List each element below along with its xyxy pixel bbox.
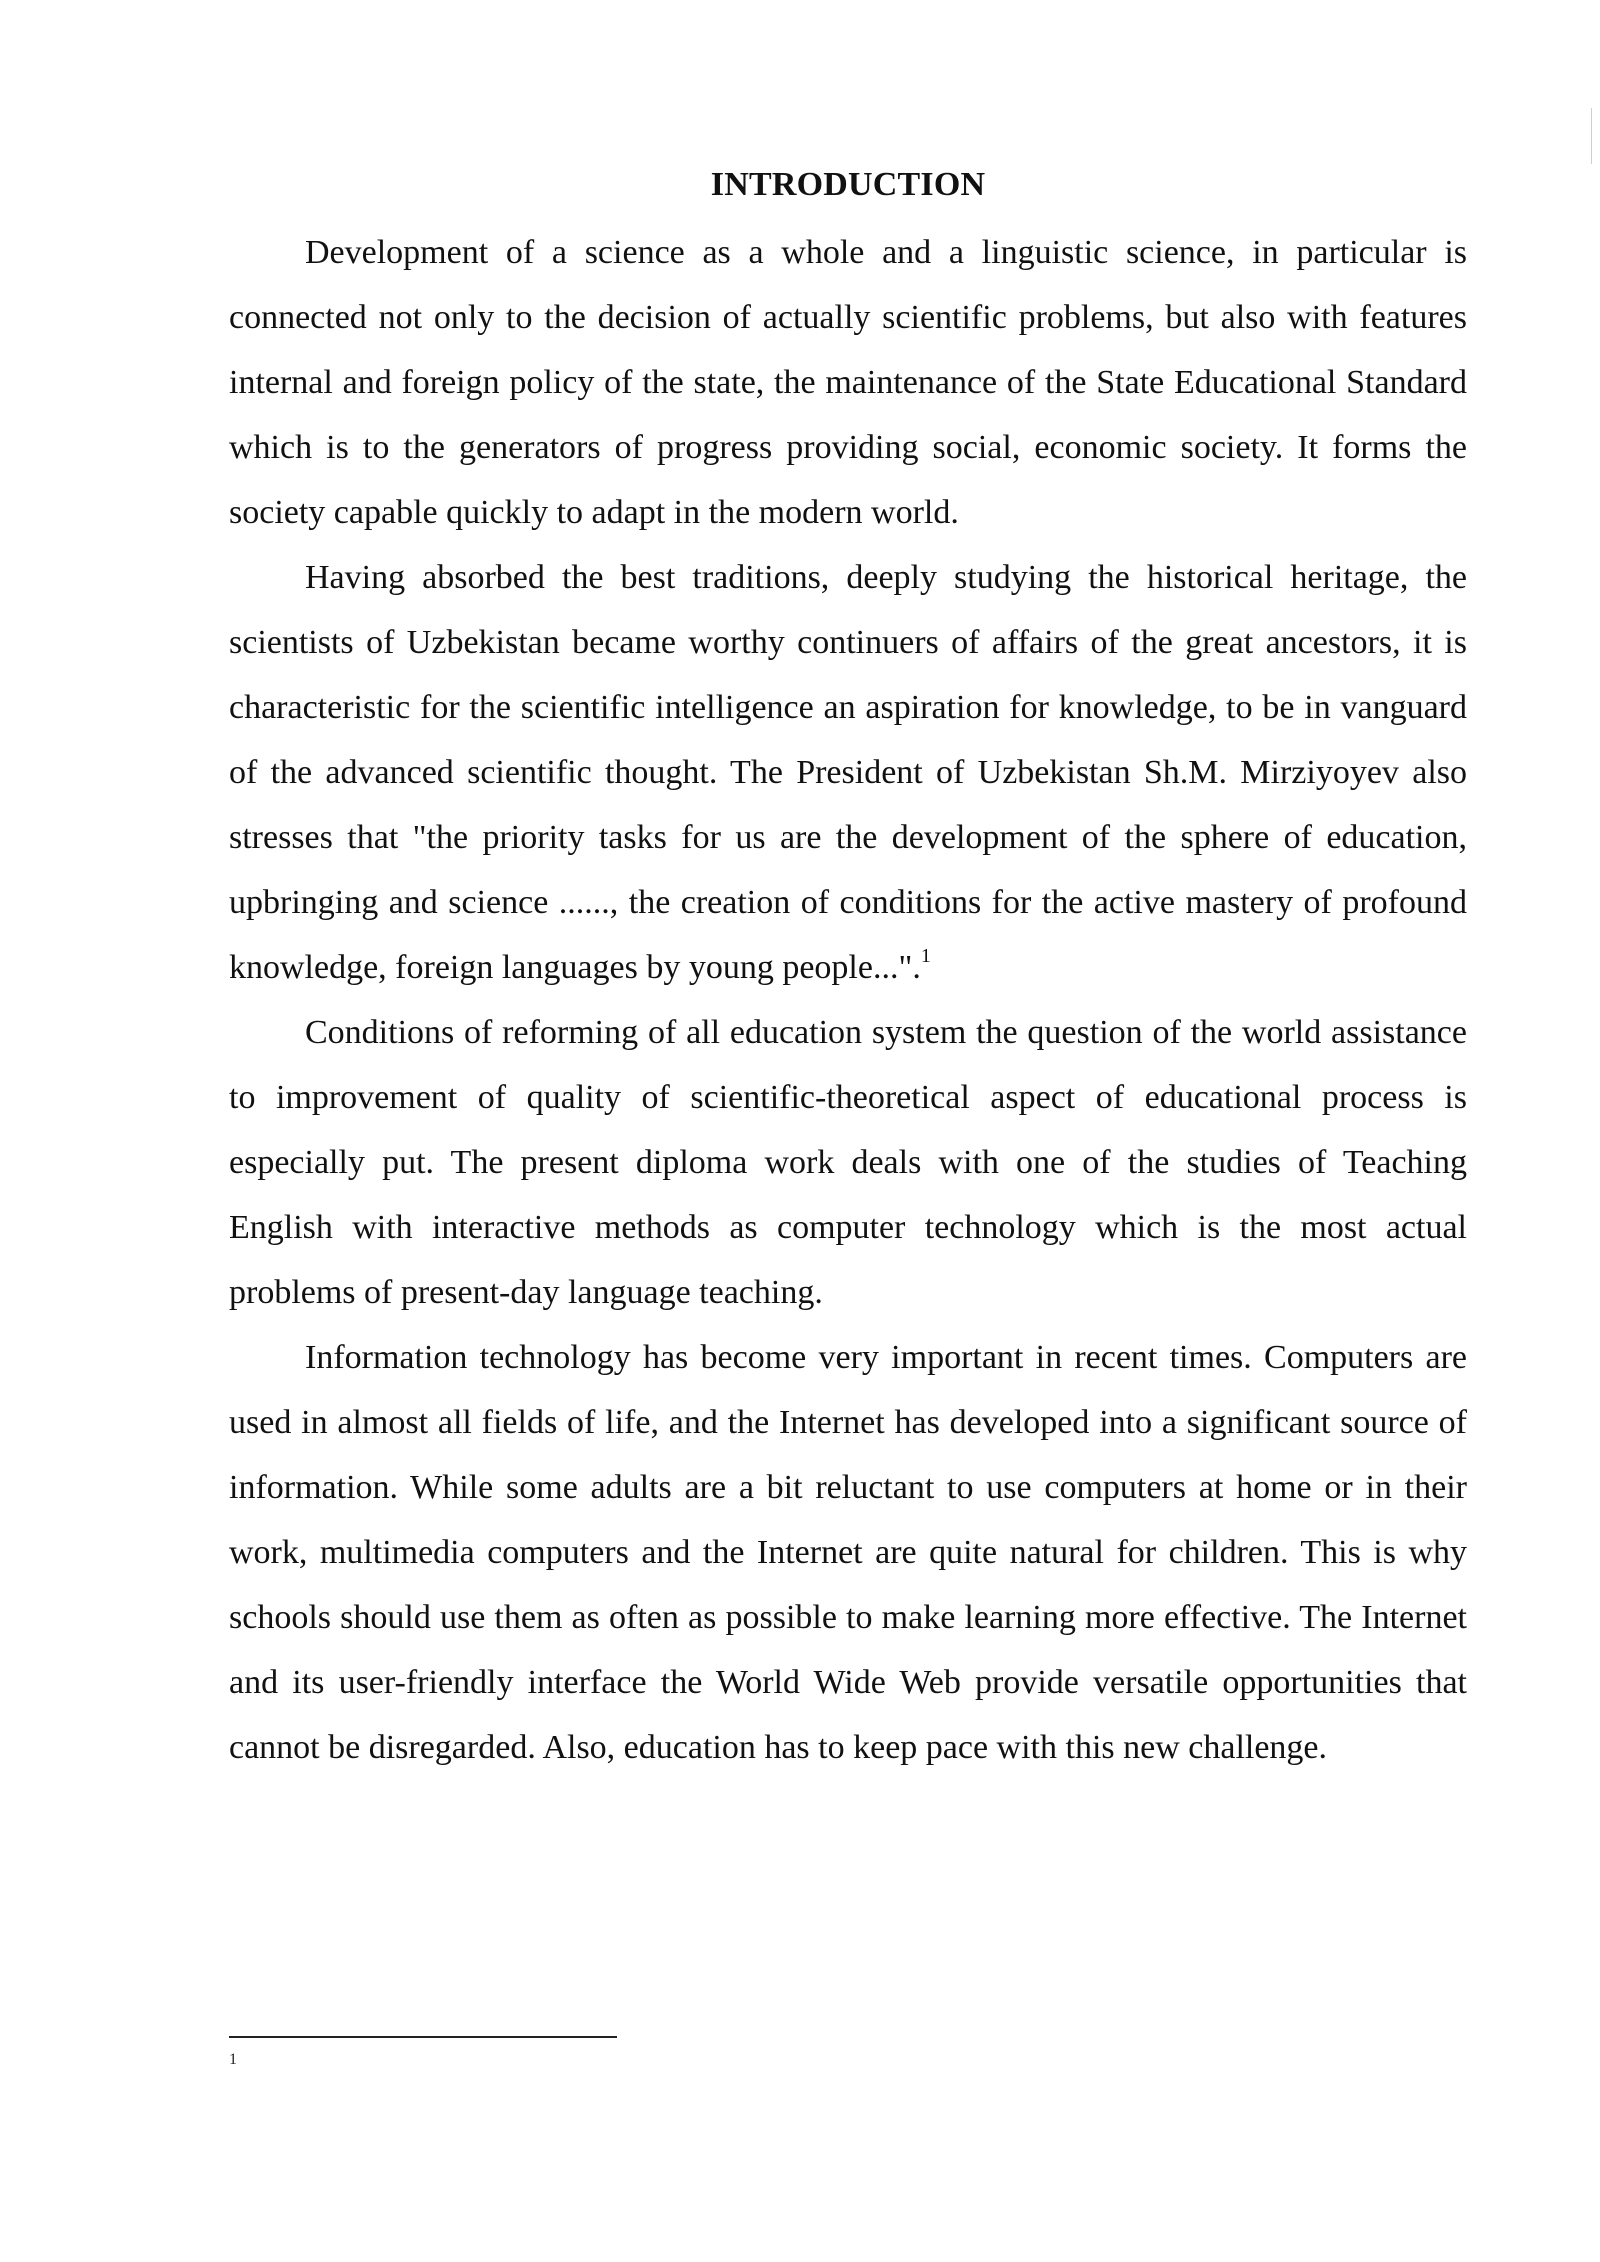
paragraph-2: [229, 545, 1467, 1000]
paragraph-3-text: Conditions of reforming of all education system the question of the world assistance to improvement of quality of scientific-theoretical aspect of educational process is especially put. The present diploma work deals with one of the studies of Teaching English with interactive methods as computer technology which is the most actual problems of present-day language teaching.: [229, 1014, 1467, 1311]
section-heading: INTRODUCTION: [710, 166, 986, 203]
paragraph-2-text: Having absorbed the best traditions, deeply studying the historical heritage, the scientists of Uzbekistan became worthy continuers of affairs of the great ancestors, it is characteristic for the scientific intelligence an aspiration for knowledge, to be in vanguard of the advanced scientific thought. The President of Uzbekistan Sh.M. Mirziyoyev also stresses that "the priority tasks for us are the development of the sphere of education, upbringing and science ......, the creation of conditions for the active mastery of profound knowledge, foreign languages by young people...".: [229, 559, 1467, 986]
footnote-marker: 1: [229, 2051, 237, 2068]
paragraph-4: [229, 1325, 1467, 1780]
paragraph-1: [229, 220, 1467, 545]
document-body: [229, 158, 1467, 1780]
footnote: [229, 2050, 237, 2070]
paragraph-3: [229, 1000, 1467, 1325]
footnote-reference[interactable]: 1: [920, 944, 931, 967]
footnote-separator: [229, 2036, 617, 2038]
paragraph-1-text: Development of a science as a whole and a linguistic science, in particular is connected not only to the decision of actually scientific problems, but also with features internal and foreign policy of the state, the maintenance of the State Educational Standard which is to the generators of progress providing social, economic society. It forms the society capable quickly to adapt in the modern world.: [229, 234, 1467, 531]
page-edge-mark: [1591, 108, 1592, 164]
paragraph-4-text: Information technology has become very important in recent times. Computers are used in almost all fields of life, and the Internet has developed into a significant source of information. While some adults are a bit reluctant to use computers at home or in their work, multimedia computers and the Internet are quite natural for children. This is why schools should use them as often as possible to make learning more effective. The Internet and its user-friendly interface the World Wide Web provide versatile opportunities that cannot be disregarded. Also, education has to keep pace with this new challenge.: [229, 1339, 1467, 1766]
